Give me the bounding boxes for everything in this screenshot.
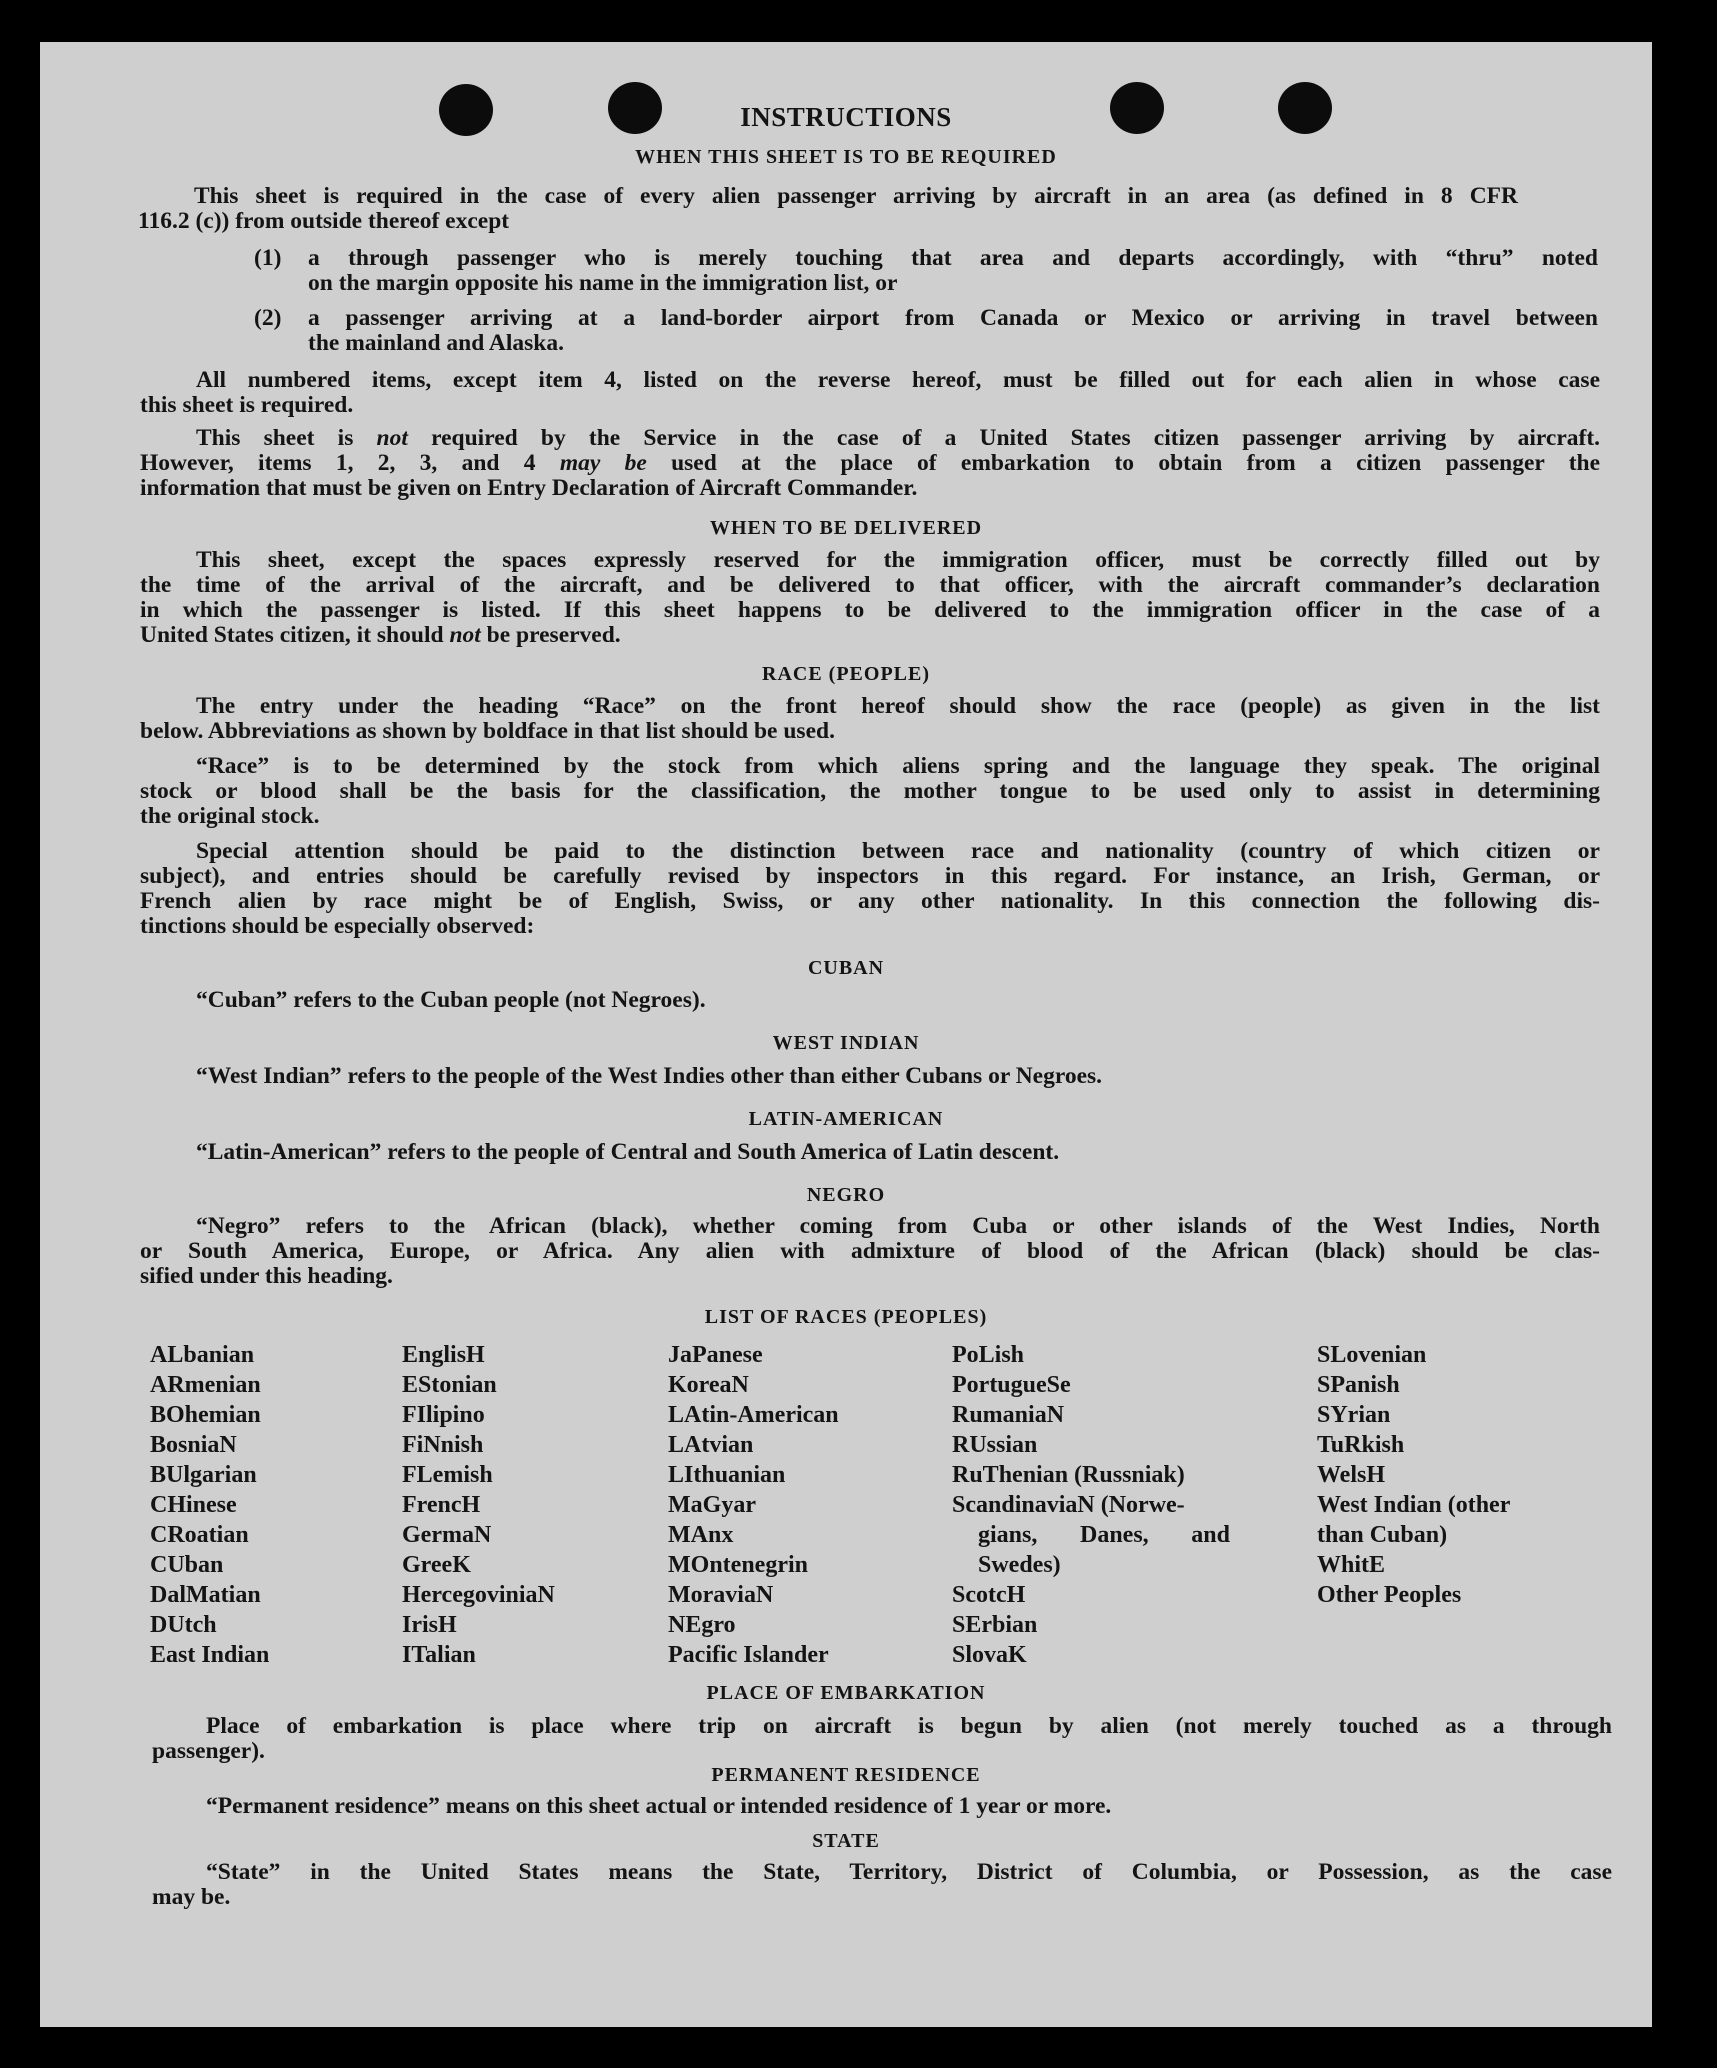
race-entry: WelsH	[1317, 1462, 1386, 1488]
section-heading-permanent-residence: PERMANENT RESIDENCE	[711, 1764, 981, 1786]
race-entry: MOntenegrin	[668, 1552, 808, 1578]
list-item: a through passenger who is merely touching that area and departs accordingly, with “thru” noted on the margin opposite his name in the immigration list, or	[308, 245, 1598, 296]
race-entry: ITalian	[402, 1642, 476, 1668]
race-entry: FIlipino	[402, 1402, 485, 1428]
race-entry: Swedes)	[978, 1552, 1061, 1578]
paragraph-delivered: This sheet, except the spaces expressly reserved for the immigration officer, must be correctly filled out by the time of the arrival of the aircraft, and be delivered to that officer, with the aircraft commander’s declaration in which the passenger is listed. If this sheet happens to be delivered to the immigration officer in the case of a United States citizen, it should not be preserved.	[140, 547, 1600, 648]
race-entry: IrisH	[402, 1612, 457, 1638]
race-entry: CUban	[150, 1552, 224, 1578]
race-entry: West Indian (other	[1317, 1492, 1511, 1518]
section-heading-cuban: CUBAN	[807, 957, 885, 979]
race-entry: JaPanese	[668, 1342, 763, 1368]
page-title: INSTRUCTIONS	[740, 102, 952, 132]
race-entry: Pacific Islander	[668, 1642, 829, 1668]
race-entry: GermaN	[402, 1522, 492, 1548]
paragraph-citizen: This sheet is not required by the Service in the case of a United States citizen passenger arriving by aircraft. However, items 1, 2, 3, and 4 may be used at the place of embarkation to obtain from a citizen passenger the information that must be given on Entry Declaration of Aircraft Commander.	[140, 425, 1601, 501]
race-entry: than Cuban)	[1317, 1522, 1448, 1548]
races-column-4	[952, 1340, 1242, 1670]
paragraph-items: All numbered items, except item 4, listed on the reverse hereof, must be filled out for each alien in whose case this sheet is required.	[140, 367, 1600, 418]
section-heading-required: WHEN THIS SHEET IS TO BE REQUIRED	[635, 146, 1057, 168]
race-entry: ARmenian	[150, 1372, 261, 1398]
race-entry: BOhemian	[150, 1402, 261, 1428]
race-entry: SErbian	[952, 1612, 1038, 1638]
race-entry: CHinese	[150, 1492, 237, 1518]
paragraph-permanent-residence: “Permanent residence” means on this sheet actual or intended residence of 1 year or more.	[206, 1793, 1112, 1819]
race-entry: RumaniaN	[952, 1402, 1065, 1428]
paragraph-race: The entry under the heading “Race” on the front hereof should show the race (people) as given in the list below. Abbreviations as shown by boldface in that list should be used.	[140, 693, 1600, 744]
race-entry: KoreaN	[668, 1372, 749, 1398]
race-entry: TuRkish	[1317, 1432, 1405, 1458]
race-entry: RUssian	[952, 1432, 1038, 1458]
races-column-3	[668, 1340, 839, 1670]
paragraph-embarkation: Place of embarkation is place where trip on aircraft is begun by alien (not merely touched as a through passenger).	[152, 1713, 1612, 1764]
paragraph-special: Special attention should be paid to the distinction between race and nationality (country of which citizen or subject), and entries should be carefully revised by inspectors in this regard. For instance, an Irish, German, or French alien by race might be of English, Swiss, or any other nationality. In this connection the following dis- tinctions should be especially observed:	[140, 838, 1600, 939]
document-page	[40, 42, 1652, 2027]
race-entry: LIthuanian	[668, 1462, 786, 1488]
race-entry: BUlgarian	[150, 1462, 257, 1488]
race-entry: LAtin-American	[668, 1402, 839, 1428]
race-entry: CRoatian	[150, 1522, 249, 1548]
race-entry: PoLish	[952, 1342, 1025, 1368]
race-entry: HercegoviniaN	[402, 1582, 555, 1608]
race-entry: SlovaK	[952, 1642, 1027, 1668]
race-entry: LAtvian	[668, 1432, 754, 1458]
race-entry: FLemish	[402, 1462, 493, 1488]
race-entry: WhitE	[1317, 1552, 1386, 1578]
section-heading-delivered: WHEN TO BE DELIVERED	[709, 517, 983, 539]
race-entry: ALbanian	[150, 1342, 255, 1368]
races-column-1	[150, 1340, 269, 1670]
item-number: (1)	[254, 245, 282, 271]
race-entry: MoraviaN	[668, 1582, 774, 1608]
section-heading-state: STATE	[812, 1830, 880, 1852]
race-entry: EStonian	[402, 1372, 497, 1398]
paragraph-stock: “Race” is to be determined by the stock from which aliens spring and the language they speak. The original stock or blood shall be the basis for the classification, the mother tongue to be used only to assist in determining the original stock.	[140, 753, 1600, 829]
race-entry: SPanish	[1317, 1372, 1400, 1398]
paragraph-west-indian: “West Indian” refers to the people of the West Indies other than either Cubans or Negroes.	[196, 1063, 1103, 1089]
section-heading-latin-american: LATIN-AMERICAN	[748, 1108, 944, 1130]
section-heading-race: RACE (PEOPLE)	[762, 663, 930, 685]
race-entry: MaGyar	[668, 1492, 756, 1518]
race-entry: EnglisH	[402, 1342, 485, 1368]
races-column-2	[402, 1340, 555, 1670]
race-entry: ScotcH	[952, 1582, 1026, 1608]
race-entry: PortugueSe	[952, 1372, 1071, 1398]
race-entry: ScandinaviaN (Norwe-	[952, 1492, 1185, 1518]
section-heading-list-of-races: LIST OF RACES (PEOPLES)	[704, 1306, 988, 1328]
item-number: (2)	[254, 305, 282, 331]
race-entry: MAnx	[668, 1522, 734, 1548]
section-heading-embarkation: PLACE OF EMBARKATION	[706, 1682, 986, 1704]
section-heading-west-indian: WEST INDIAN	[772, 1032, 920, 1054]
paragraph-cuban: “Cuban” refers to the Cuban people (not Negroes).	[196, 987, 706, 1013]
race-entry: East Indian	[150, 1642, 270, 1668]
section-heading-negro: NEGRO	[806, 1184, 886, 1206]
race-entry: DUtch	[150, 1612, 217, 1638]
list-item: a passenger arriving at a land-border airport from Canada or Mexico or arriving in travel between the mainland and Alaska.	[308, 305, 1598, 356]
paragraph-latin-american: “Latin-American” refers to the people of Central and South America of Latin descent.	[196, 1139, 1060, 1165]
race-entry: GreeK	[402, 1552, 471, 1578]
race-entry: BosniaN	[150, 1432, 237, 1458]
race-entry: DalMatian	[150, 1582, 261, 1608]
race-entry: Other Peoples	[1317, 1582, 1462, 1608]
race-entry: SLovenian	[1317, 1342, 1427, 1368]
races-column-5	[1317, 1340, 1510, 1610]
race-entry: NEgro	[668, 1612, 736, 1638]
race-entry: RuThenian (Russniak)	[952, 1462, 1185, 1488]
race-entry: FrencH	[402, 1492, 481, 1518]
paragraph-negro: “Negro” refers to the African (black), whether coming from Cuba or other islands of the West Indies, North or South America, Europe, or Africa. Any alien with admixture of blood of the African (black) should be clas- sified under this heading.	[140, 1213, 1600, 1289]
race-entry: SYrian	[1317, 1402, 1391, 1428]
paragraph-required: This sheet is required in the case of every alien passenger arriving by aircraft in an area (as defined in 8 CFR 116.2 (c)) from outside thereof except	[138, 183, 1518, 234]
race-entry: FiNnish	[402, 1432, 484, 1458]
race-entry: gians, Danes, and	[978, 1522, 1230, 1548]
paragraph-state: “State” in the United States means the State, Territory, District of Columbia, or Possession, as the case may be.	[152, 1859, 1612, 1910]
